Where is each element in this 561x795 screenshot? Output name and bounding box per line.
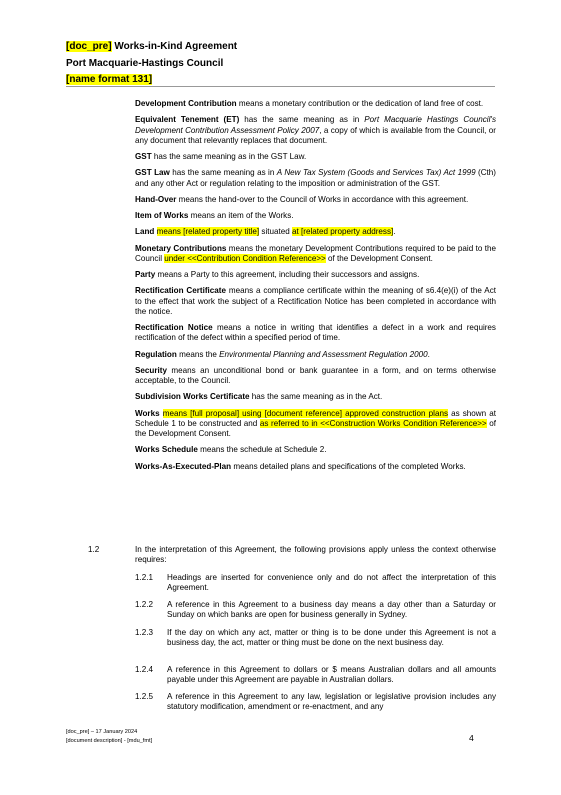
definition-item xyxy=(135,227,496,237)
definition-item xyxy=(135,270,496,280)
definition-text: means the monetary Development Contributions required to be paid to the Council xyxy=(135,243,496,263)
definition-text: means a monetary contribution or the dedication of land free of cost. xyxy=(236,99,484,108)
name-format-placeholder: [name format 131] xyxy=(66,74,153,85)
definition-text: means a Party to this agreement, including their successors and assigns. xyxy=(155,270,420,280)
definition-text: means the xyxy=(176,349,220,359)
footer-description: [document description] - [mdu_fmt] xyxy=(66,738,153,744)
definition-item xyxy=(135,211,496,221)
subclause-text: Headings are inserted for convenience only and do not affect the interpretation of this Agreement. xyxy=(167,573,496,593)
clause-text: In the interpretation of this Agreement, the following provisions apply unless the context otherwise requires: xyxy=(135,545,496,565)
definition-term: Development Contribution xyxy=(135,99,237,108)
definition-text: has the same meaning as in the Act. xyxy=(249,392,383,402)
clause-number: 1.2 xyxy=(88,545,100,554)
definition-item xyxy=(135,99,496,109)
footer-date: [doc_pre] – 17 January 2024 xyxy=(66,729,138,735)
definition-term: Land xyxy=(135,227,155,237)
definition-italic-reference: Port Macquarie Hastings Council's Development Contribution Assessment Policy 2007 xyxy=(135,115,496,135)
definition-term: Hand-Over xyxy=(135,194,177,204)
definition-text: has the same meaning as in the GST Law. xyxy=(151,152,307,161)
highlighted-placeholder: as referred to in <<Construction Works Condition Reference>> xyxy=(259,418,487,428)
subclause-number: 1.2.4 xyxy=(135,665,154,674)
definition-term: Works xyxy=(135,408,160,418)
page-number: 4 xyxy=(469,733,474,743)
definition-text: has the same meaning as in xyxy=(169,168,277,178)
header-title-line xyxy=(66,40,237,53)
definition-italic-reference: Environmental Planning and Assessment Regulation 2000 xyxy=(219,349,428,359)
definition-item xyxy=(135,323,496,343)
definition-item xyxy=(135,244,496,264)
definition-italic-reference: A New Tax System (Goods and Services Tax) Act 1999 xyxy=(276,168,476,178)
definition-term: Monetary Contributions xyxy=(135,243,227,253)
definition-item xyxy=(135,115,496,146)
definition-term: Works Schedule xyxy=(135,445,198,455)
definition-text: of the Development Consent. xyxy=(325,253,433,263)
highlighted-placeholder: means [related property title] xyxy=(156,227,260,237)
highlighted-placeholder: at [related property address] xyxy=(292,227,394,237)
definition-term: Party xyxy=(135,270,156,280)
definition-text: means the hand-over to the Council of Works in accordance with this agreement. xyxy=(176,194,469,204)
highlighted-placeholder: means [full proposal] using [document reference] approved construction plans xyxy=(162,408,449,418)
definition-term: Subdivision Works Certificate xyxy=(135,392,250,402)
definition-text: as shown at Schedule 1 to be constructed and xyxy=(135,408,497,428)
definition-text: has the same meaning as in xyxy=(239,115,365,125)
definition-text: , a copy of which is available from the Council, or any document that relevantly replaces that document. xyxy=(135,125,496,145)
definition-item xyxy=(135,445,496,455)
definition-term: Rectification Notice xyxy=(135,323,213,333)
definition-item xyxy=(135,366,496,386)
definition-text: means detailed plans and specifications of the completed Works. xyxy=(231,461,466,471)
definition-term: Rectification Certificate xyxy=(135,286,227,296)
header-rule xyxy=(66,86,495,87)
definition-term: GST Law xyxy=(135,168,170,178)
definition-term: Regulation xyxy=(135,349,177,359)
agreement-title: Works-in-Kind Agreement xyxy=(114,41,238,52)
highlighted-placeholder: under <<Contribution Condition Reference>> xyxy=(164,253,326,263)
definition-term: Item of Works xyxy=(135,211,189,221)
definition-item xyxy=(135,286,496,317)
definition-item xyxy=(135,152,496,162)
definition-item xyxy=(135,350,496,360)
header-name-format-line xyxy=(66,73,152,86)
doc-pre-placeholder: [doc_pre] xyxy=(66,41,112,52)
definition-text: means a notice in writing that identifies a defect in a work and requires rectification of the defect within a specified period of time. xyxy=(135,323,496,343)
subclause-text: If the day on which any act, matter or thing is to be done under this Agreement is not a business day, the act, matter or thing must be done on the next business day. xyxy=(167,628,496,648)
definition-text: of the Development Consent. xyxy=(135,418,496,439)
subclause-text: A reference in this Agreement to dollars or $ means Australian dollars and all amounts payable under this Agreement are payable in Australian dollars. xyxy=(167,665,496,685)
definition-term: Equivalent Tenement (ET) xyxy=(135,115,240,125)
council-name: Port Macquarie-Hastings Council xyxy=(66,58,224,69)
definition-text: (Cth) and any other Act or regulation relating to the imposition or administration of the GST. xyxy=(135,168,497,188)
definition-term: Works-As-Executed-Plan xyxy=(135,461,232,471)
subclause-number: 1.2.2 xyxy=(135,600,154,609)
definition-term: Security xyxy=(135,365,167,375)
definition-term: GST xyxy=(135,152,152,161)
subclause-number: 1.2.5 xyxy=(135,692,154,701)
definition-text: . xyxy=(427,349,430,359)
subclause-text: A reference in this Agreement to a business day means a day other than a Saturday or Sunday on which banks are open for business generally in Sydney. xyxy=(167,600,496,620)
definition-item xyxy=(135,462,496,472)
definition-text: means an unconditional bond or bank guarantee in a form, and on terms otherwise acceptable, to the Council. xyxy=(135,365,496,386)
definition-item xyxy=(135,392,496,402)
definition-text: means a compliance certificate within the meaning of s6.4(e)(i) of the Act to the effect that work the subject of a Rectification Notice has been completed in accordance with the notice. xyxy=(135,286,496,316)
definition-text: situated xyxy=(259,227,293,237)
definition-text: . xyxy=(393,227,396,237)
subclause-text: A reference in this Agreement to any law, legislation or legislative provision includes any statutory modification, amendment or re-enactment, and any xyxy=(167,692,496,712)
definition-item xyxy=(135,409,496,440)
definition-item xyxy=(135,195,496,205)
definition-text: means the schedule at Schedule 2. xyxy=(197,445,327,455)
definitions-list xyxy=(135,99,496,478)
subclause-number: 1.2.3 xyxy=(135,628,154,637)
subclause-number: 1.2.1 xyxy=(135,573,154,582)
definition-text: means an item of the Works. xyxy=(188,211,294,221)
definition-item xyxy=(135,168,496,188)
